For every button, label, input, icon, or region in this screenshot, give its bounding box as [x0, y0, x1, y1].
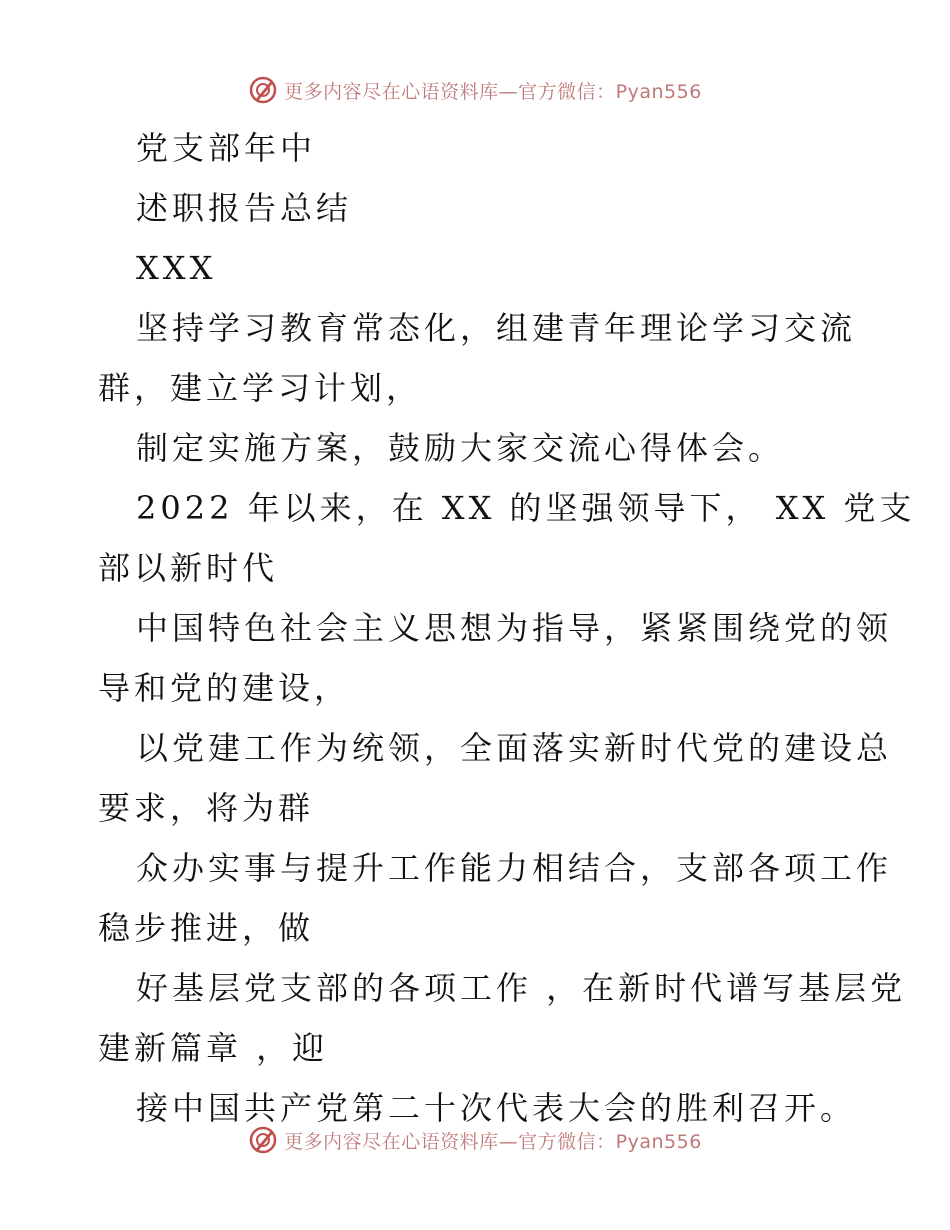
text-line: 制定实施方案，鼓励大家交流心得体会。 [136, 429, 785, 467]
text-line: 述职报告总结 [136, 189, 353, 227]
text-line: 坚持学习教育常态化，组建青年理论学习交流 [136, 309, 857, 347]
watermark-text: 更多内容尽在心语资料库—官方微信：Pyan556 [284, 80, 702, 103]
footer-watermark [0, 1120, 950, 1160]
text-line: 中国特色社会主义思想为指导，紧紧围绕党的领 [136, 609, 893, 647]
text-line: XXX [136, 249, 217, 287]
text-line: 接中国共产党第二十次代表大会的胜利召开。 [136, 1089, 857, 1127]
pen-logo-icon [248, 1125, 278, 1155]
text-line: 群，建立学习计划， [98, 369, 423, 407]
document-body [98, 118, 916, 1138]
text-line: 以党建工作为统领，全面落实新时代党的建设总 [136, 729, 893, 767]
text-line: 部以新时代 [98, 549, 279, 587]
text-line: 众办实事与提升工作能力相结合，支部各项工作 [136, 849, 893, 887]
text-line: 2022 年以来，在 XX 的坚强领导下， XX 党支 [136, 489, 916, 527]
pen-logo-icon [248, 75, 278, 105]
text-line: 好基层党支部的各项工作 ，在新时代谱写基层党 [136, 969, 907, 1007]
watermark-text: 更多内容尽在心语资料库—官方微信：Pyan556 [284, 1130, 702, 1153]
header-watermark [0, 70, 950, 110]
text-line: 稳步推进，做 [98, 909, 315, 947]
text-line: 党支部年中 [136, 129, 317, 167]
text-line: 要求，将为群 [98, 789, 315, 827]
text-line: 导和党的建设， [98, 669, 351, 707]
text-line: 建新篇章 ，迎 [98, 1029, 329, 1067]
